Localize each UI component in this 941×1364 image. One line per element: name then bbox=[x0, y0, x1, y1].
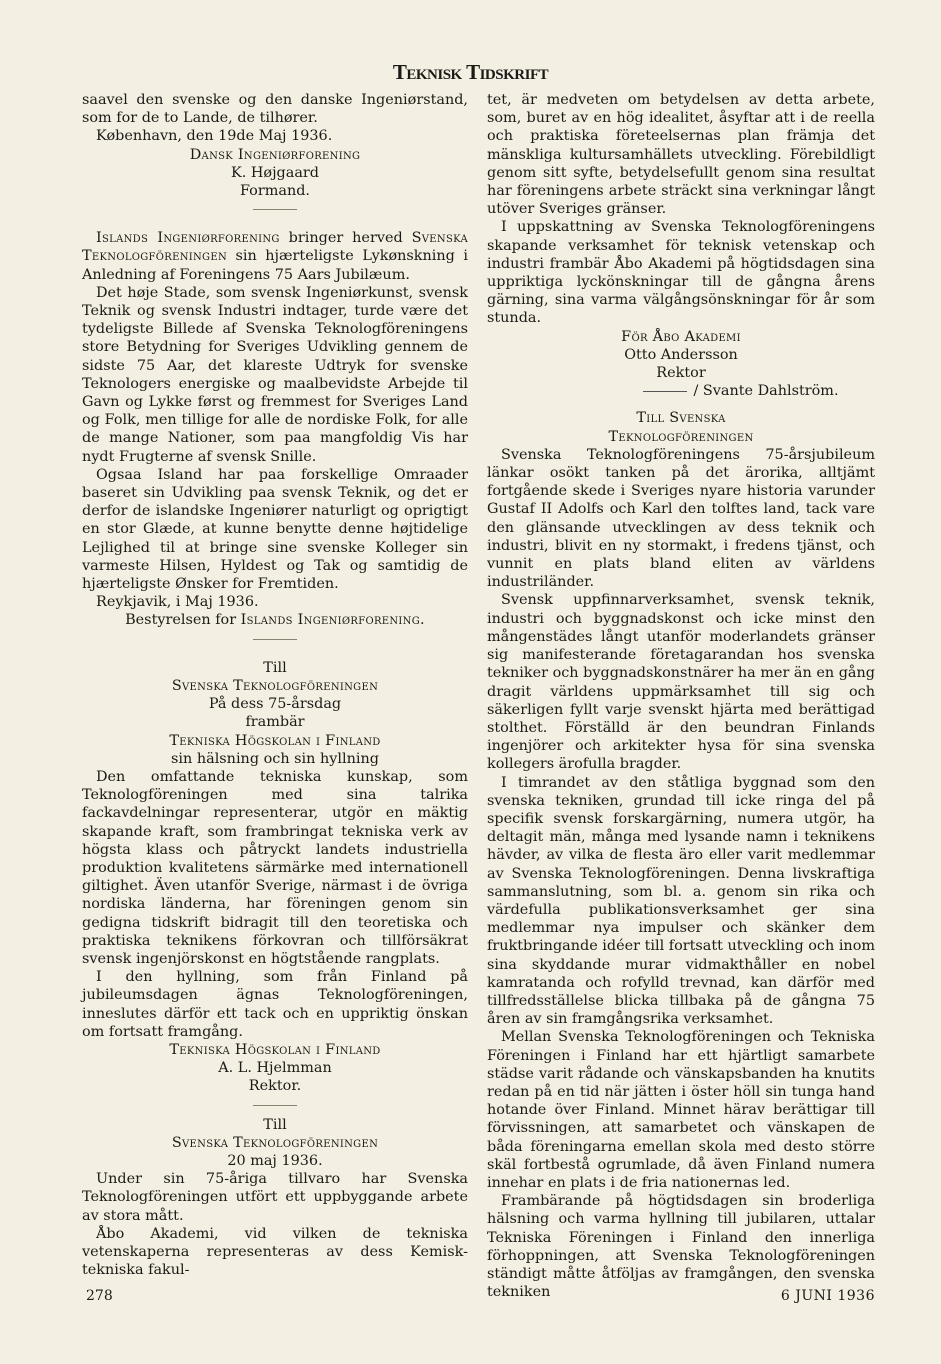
journal-masthead: Teknisk Tidskrift bbox=[392, 60, 549, 84]
ing-paragraph-4: Mellan Svenska Teknologföreningen och Tekniska Föreningen i Finland har ett hjärtligt samarbete städse varit rådande och vänskapsbanden ha knutits redan på en tid när jätten i öster höll sin tunga hand hotande över Finland. Minnet härav berättigar till förvissningen, att samarbetet och vänskapen de båda föreningarna emellan skola med desto större skäl fortbestå ogrumlade, då även Finland numera innehar en plats i de fria nationernas led. bbox=[487, 1029, 875, 1191]
ing-paragraph-3: I timrandet av den ståtliga byggnad som den svenska tekniken, grundad till icke ringa del på specifik svensk forskargärning, numera utgör, ha deltagit män, många med lysande namn i teknikens hävder, av vilka de flesta äro eller varit medlemmar av Svenska Teknologföreningen. Denna livskraftiga sammanslutning, som bl. a. genom sin rika och värdefulla publikationsverksamhet ger sina medlemmar nya impulser och skänker dem fruktbringande idéer till fortsatt utveckling och inom sina skyddande murar vidmakthåller en nobel kamratanda och rofylld trevnad, kan därför med tillfredsställelse blicka tillbaka på de gångna 75 åren av sin framgångsrika verksamhet. bbox=[487, 774, 876, 1028]
hs-sender: Tekniska Högskolan i Finland bbox=[169, 732, 381, 749]
iceland-signature bbox=[82, 611, 468, 629]
hs-recipient: Svenska Teknologföreningen bbox=[171, 677, 379, 694]
right-column bbox=[487, 91, 875, 1301]
ing-paragraph-2: Svensk uppfinnarverksamhet, svensk teknik, industri och byggnadskonst och icke minst den mångenstädes långt utanför moderlandets gränser sig manifesterande företagarandan hos svenska tekniker och byggnadskonstnärer ha mer än en gång dragit världens uppmärksamhet till sig och säkerligen fyllt varje svenskt hjärta med berättigad stolthet. Förställd är den beundran Finlands ingenjörer och arkitekter hysa för sina svenska kollegers ärofulla bragder. bbox=[487, 592, 875, 773]
left-column bbox=[82, 91, 468, 1279]
ing-recipient: Teknologföreningen bbox=[608, 428, 754, 445]
abo-sign-second-text: / Svante Dahlström. bbox=[693, 383, 839, 400]
abo-recipient: Svenska Teknologföreningen bbox=[171, 1134, 379, 1151]
danish-signatory-org: Dansk Ingeniørforening bbox=[189, 146, 361, 163]
abo-sign-org: För Åbo Akademi bbox=[621, 328, 741, 345]
hs-line-3: frambär bbox=[245, 714, 305, 731]
ing-paragraph-1: Svenska Teknologföreningens 75-årsjubileum länkar osökt tanken på det ärorika, alltjämt fortgående skede i Sveriges nyare historia varunder Gustaf II Adolfs och Karl den tolftes land, tack vare den glänsande utvecklingen av dess teknik och industri, blivit en ny stormakt, i fredens tjänst, och vunnit en plats bland eliten av världens industriländer. bbox=[487, 446, 875, 591]
place-date: København, den 19de Maj 1936. bbox=[96, 128, 333, 145]
opening-lines: saavel den svenske og den danske Ingeniørstand, som for de to Lande, de tilhører. bbox=[82, 92, 468, 127]
section-divider bbox=[253, 209, 297, 210]
ing-paragraph-5: Frambärande på högtidsdagen sin broderliga hälsning och varma hyllning till jubilaren, uttalar Tekniska Föreningen i Finland den innerliga förhoppningen, att Svenska Teknologföreningen ständigt måtte åtföljas av framgången, den svenska tekniken bbox=[487, 1193, 875, 1301]
iceland-sign-org: Islands Ingeniørforening. bbox=[240, 612, 425, 629]
iceland-paragraph-2: Det høje Stade, som svensk Ingeniørkunst, svensk Teknik og svensk Industri indtager, turde være det tydeligste Billede af Svenska Teknologföreningens store Betydning for Sveriges Udvikling gennem de sidste 75 Aar, det klareste Udtryk for svenske Teknologers energiske og maalbevidste Arbejde til Gavn og Lykke først og fremmest for Sveriges Land og Folk, men tillige for alle de nordiske Folk, for alle de mange Nationer, som paa mangfoldig Vis har nydt Frugterne af svensk Snille. bbox=[82, 284, 468, 465]
hs-line-5: sin hälsning och sin hyllning bbox=[171, 750, 379, 767]
hs-sign-org: Tekniska Högskolan i Finland bbox=[169, 1041, 381, 1058]
iceland-sign-prefix: Bestyrelsen for bbox=[125, 612, 241, 629]
hs-line-2: På dess 75-årsdag bbox=[208, 696, 342, 713]
abo-paragraph-2-cont: tet, är medveten om betydelsen av detta arbete, som, buret av en hög idealitet, åsyftar att i de reella och praktiska företeelsernas plan främja det mänskliga kultursamhällets utveckling. Förebildligt genom sitt syfte, betydelsefullt genom sina resultat har föreningens arbete sträckt sina verkningar långt utöver Sveriges gränser. bbox=[487, 92, 875, 218]
page-number: 278 bbox=[86, 1288, 113, 1304]
abo-paragraph-3: I uppskattning av Svenska Teknologföreningens skapande verksamhet för teknisk vetenskap och industri frambär Åbo Akademi på högtidsdagen sina uppriktiga lyckönskningar till de gångna årens gärning, sina varma välgångsönskningar för år som stunda. bbox=[487, 219, 875, 327]
iceland-intro bbox=[82, 229, 468, 284]
iceland-intro-end: sin hjærteligste Lykønskning i Anledning af Foreningens 75 Aars Jubilæum. bbox=[82, 248, 468, 283]
hs-sign-name: A. L. Hjelmman bbox=[218, 1060, 332, 1077]
issue-date: 6 JUNI 1936 bbox=[780, 1288, 875, 1304]
abo-sign-second bbox=[487, 382, 875, 400]
iceland-paragraph-3: Ogsaa Island har paa forskellige Omraader baseret sin Udvikling paa svensk Teknik, og det er derfor de islandske Ingeniører naturligt og oprigtigt en stor Glæde, at kunne benytte denne højtidelige Lejlighed til at bringe sine svenske Kolleger sin varmeste Hilsen, Hyldest og Tak og samtidig de hjærteligste Ønsker for Fremtiden. bbox=[82, 466, 468, 593]
hs-paragraph-2: I den hyllning, som från Finland på jubileumsdagen ägnas Teknologföreningen, inneslutes därför ett tack och en uppriktig önskan om fortsatt framgång. bbox=[82, 969, 468, 1040]
section-divider bbox=[253, 1105, 297, 1106]
recipient-org: Svenska Teknologföreningen bbox=[82, 230, 468, 265]
section-divider bbox=[253, 639, 297, 640]
abo-date: 20 maj 1936. bbox=[227, 1152, 323, 1169]
danish-signer-title: Formand. bbox=[239, 183, 311, 200]
abo-sign-title: Rektor bbox=[656, 365, 706, 382]
abo-paragraph-2-start: Åbo Akademi, vid vilken de tekniska vetenskaperna representeras av dess Kemisk-tekniska fakul- bbox=[82, 1225, 468, 1279]
hs-till: Till bbox=[263, 659, 287, 676]
danish-signer-name: K. Højgaard bbox=[230, 164, 320, 181]
iceland-place-date: Reykjavik, i Maj 1936. bbox=[96, 594, 259, 611]
abo-paragraph-1: Under sin 75-åriga tillvaro har Svenska Teknologföreningen utfört ett uppbyggande arbete av stora mått. bbox=[82, 1171, 468, 1224]
ing-till: Till Svenska bbox=[636, 410, 726, 427]
abo-sign-name: Otto Andersson bbox=[624, 346, 738, 363]
signature-line bbox=[643, 391, 687, 392]
hs-paragraph-1: Den omfattande tekniska kunskap, som Teknologföreningen med sina talrika fackavdelningar representerar, utgör en mäktig skapande kraft, som frambringat tekniska verk av högsta klass och påtryckt landets industriella produktion kvalitetens särmärke med internationell giltighet. Även utanför Sverige, närmast i de övriga nordiska länderna, har föreningen genom sin gedigna tidskrift bidragit till den teoretiska och praktiska teknikens förkovran och tillförsäkrat svensk ingenjörskonst en högtstående rangplats. bbox=[82, 768, 468, 967]
iceland-org: Islands Ingeniørforening bbox=[96, 230, 280, 247]
abo-till: Till bbox=[263, 1116, 287, 1133]
iceland-intro-text: bringer herved bbox=[279, 230, 412, 247]
hs-sign-title: Rektor. bbox=[248, 1078, 302, 1095]
